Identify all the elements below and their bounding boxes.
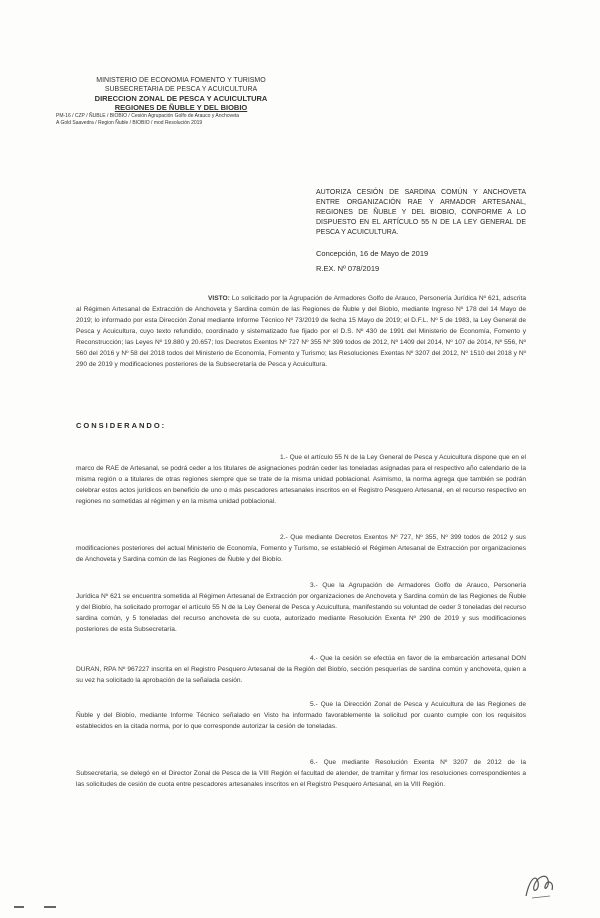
considerando-4	[76, 653, 526, 686]
letterhead-reference-1: PM-16 / CZP / ÑUBLE / BIOBIO / Cesión Agrupación Golfo de Arauco y Anchoveta	[56, 113, 240, 119]
visto-label: VISTO:	[208, 295, 230, 302]
resolution-date: Concepción, 16 de Mayo de 2019	[316, 249, 429, 258]
letterhead-reference-2: A Gold Saavedra / Region Ñuble / BIOBIO / mod Resolución 2019	[56, 120, 203, 126]
scan-artifact	[44, 906, 56, 908]
considerando-number: 1.-	[280, 454, 288, 461]
considerando-text: Que el artículo 55 N de la Ley General de Pesca y Acuicultura dispone que en el marco de RAE de Artesanal, se podrá ceder a los titulares de asignaciones podrán ceder las toneladas asignadas para el respectivo año calendario de la misma región o a titulares de otras regiones siempre que se trate de la misma unidad poblacional. Asimismo, la norma agrega que también se podrán celebrar estos actos jurídicos en beneficio de uno o más pescadores artesanales inscritos en el Registro Pesquero Artesanal, en el recurso respectivo en regiones no sometidas al régimen y en la misma unidad poblacional.	[76, 454, 526, 505]
visto-text: Lo solicitado por la Agrupación de Armadores Golfo de Arauco, Personería Jurídica Nº 621, adscrita al Régimen Artesanal de Extracción de Anchoveta y Sardina común de las Regiones de Ñuble y del Biobío, mediante Ingreso Nº 178 del 14 Mayo de 2019; lo informado por esta Dirección Zonal mediante Informe Técnico Nº 73/2019 de fecha 15 Mayo de 2019; el D.F.L. Nº 5 de 1983, la Ley General de Pesca y Acuicultura, cuyo texto refundido, coordinado y sistematizado fue fijado por el D.S. Nº 430 de 1991 del Ministerio de Economía, Fomento y Reconstrucción; las Leyes Nº 19.880 y 20.657; los Decretos Exentos Nº 727 Nº 355 Nº 399 todos de 2012, Nº 1409 del 2014, Nº 107 de 2014, Nº 556, Nº 560 del 2016 y Nº 58 del 2018 todos del Ministerio de Economía, Fomento y Turismo; las Resoluciones Exentas Nº 3207 del 2012, Nº 1510 del 2018 y Nº 290 de 2019 y modificaciones posteriores de la Subsecretaría de Pesca y Acuicultura.	[76, 295, 526, 368]
scan-artifact	[14, 906, 24, 908]
considerando-text: Que la Dirección Zonal de Pesca y Acuicultura de las Regiones de Ñuble y del Biobío, mediante Informe Técnico señalado en Visto ha informado favorablemente la solicitud por cuanto cumple con los requisitos establecidos en la citada norma, por lo que corresponde autorizar la cesión de toneladas.	[76, 701, 526, 730]
considerando-text: Que mediante Decretos Exentos Nº 727, Nº 355, Nº 399 todos de 2012 y sus modificaciones posteriores del actual Ministerio de Economía, Fomento y Turismo, se estableció el Régimen Artesanal de Extracción por organizaciones de Anchoveta y Sardina común de las Regiones de Ñuble y del Biobío.	[76, 534, 526, 563]
considerando-text: Que la Agrupación de Armadores Golfo de Arauco, Personería Jurídica Nº 621 se encuentra sometida al Régimen Artesanal de Extracción por organizaciones de Anchoveta y Sardina común de las Regiones de Ñuble y del Biobío, ha solicitado prorrogar el artículo 55 N de la Ley General de Pesca y Acuicultura, manifestando su voluntad de ceder 3 toneladas del recurso sardina común, y 5 toneladas del recurso anchoveta de su cuota, autorizado mediante Resolución Exenta Nº 290 de 2019 y sus modificaciones posteriores de esta Subsecretaría.	[76, 582, 526, 633]
visto-paragraph	[76, 293, 526, 370]
letterhead-direccion: DIRECCION ZONAL DE PESCA Y ACUICULTURA	[94, 94, 268, 103]
letterhead-ministry: MINISTERIO DE ECONOMIA FOMENTO Y TURISMO	[96, 77, 266, 84]
resolution-number: R.EX. Nº 078/2019	[316, 264, 380, 273]
considerando-number: 3.-	[310, 582, 318, 589]
considerando-5	[76, 699, 526, 732]
considerando-number: 5.-	[310, 701, 318, 708]
considerando-6	[76, 757, 526, 790]
considerando-3	[76, 580, 526, 635]
considerando-number: 2.-	[280, 534, 288, 541]
considerando-text: Que mediante Resolución Exenta Nº 3207 de 2012 de la Subsecretaría, se delegó en el Director Zonal de Pesca de la VIII Región el facultad de atender, de tramitar y firmar los resoluciones correspondientes a las solicitudes de cesión de cuota entre pescadores artesanales inscritos en el Registro Pesquero Artesanal, en la VIII Región.	[76, 759, 526, 788]
signature-mark	[520, 868, 560, 902]
considerando-number: 6.-	[310, 759, 318, 766]
letterhead	[56, 76, 306, 126]
considerando-text: Que la cesión se efectúa en favor de la embarcación artesanal DON DURAN, RPA Nº 967227 inscrita en el Registro Pesquero Artesanal de la Región del Biobío, sección pesquerías de sardina común y anchoveta, quien a su vez ha solicitado la aprobación de la señalada cesión.	[76, 655, 526, 684]
resolution-subject: AUTORIZA CESIÓN DE SARDINA COMÚN Y ANCHOVETA ENTRE ORGANIZACIÓN RAE Y ARMADOR ARTESANAL, REGIONES DE ÑUBLE Y DEL BIOBIO, CONFORME A LO DISPUESTO EN EL ARTÍCULO 55 N DE LA LEY GENERAL DE PESCA Y ACUICULTURA.	[316, 189, 526, 236]
considerando-number: 4.-	[310, 655, 318, 662]
considerando-heading: CONSIDERANDO:	[76, 421, 167, 430]
considerando-2	[76, 532, 526, 565]
letterhead-regiones: REGIONES DE ÑUBLE Y DEL BIOBIO	[114, 103, 248, 112]
letterhead-subsecretaria: SUBSECRETARIA DE PESCA Y ACUICULTURA	[104, 86, 258, 93]
considerando-1	[76, 452, 526, 507]
